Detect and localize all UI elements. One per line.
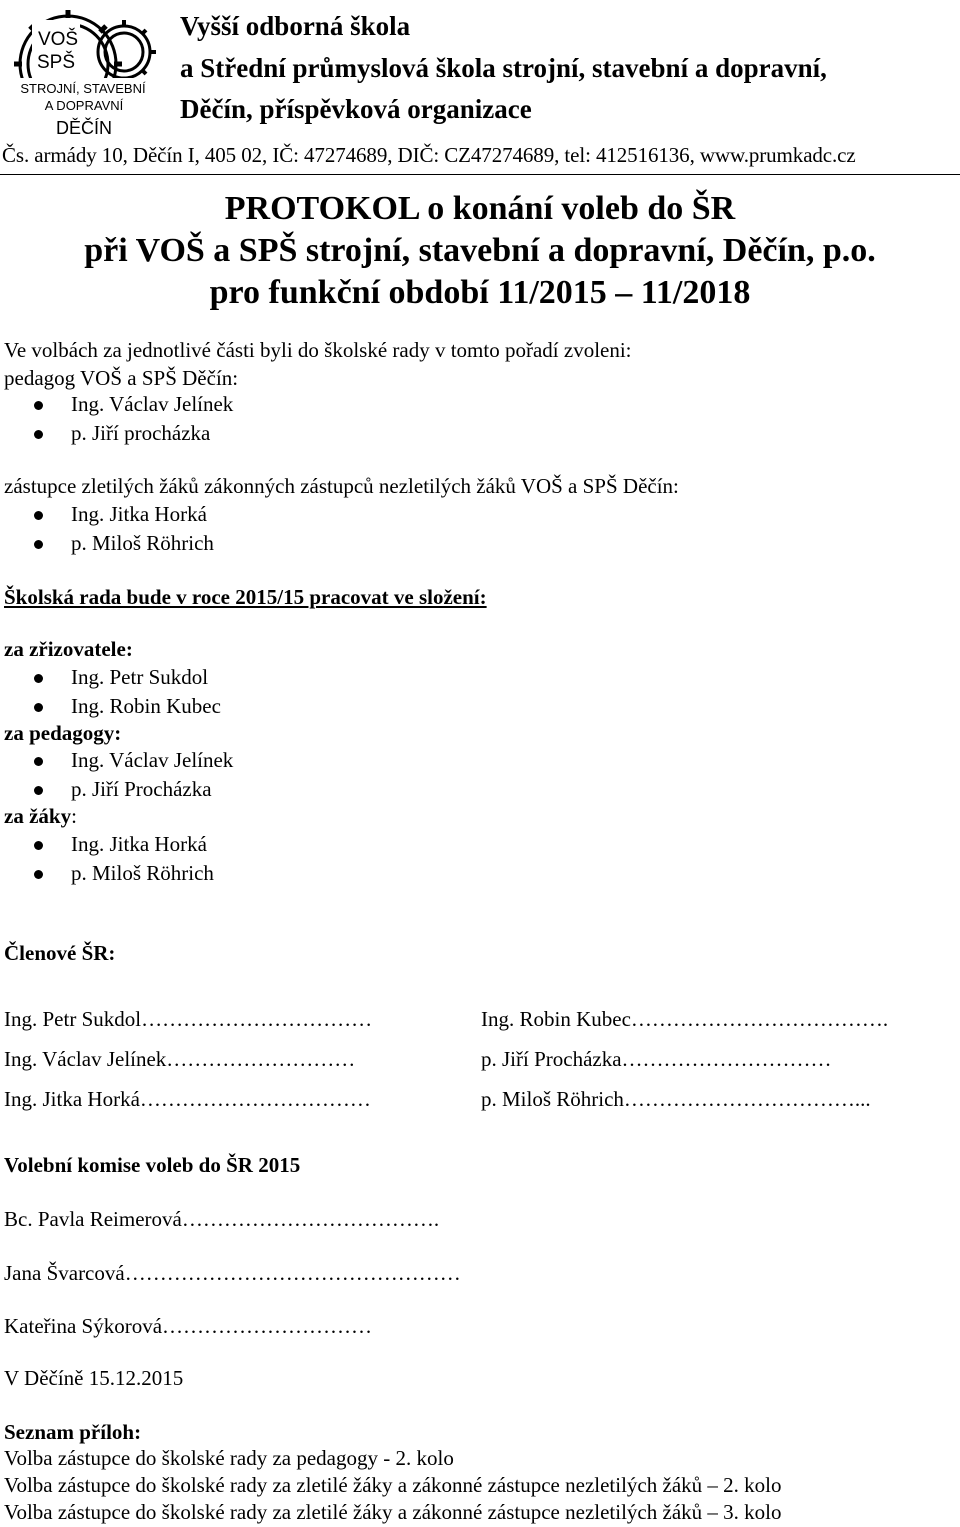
member-signature-line: Ing. Petr Sukdol…………………………… <box>4 1007 373 1031</box>
group1-item: Ing. Václav Jelínek <box>71 392 234 416</box>
school-address: Čs. armády 10, Děčín I, 405 02, IČ: 47274689, DIČ: CZ47274689, tel: 412516136, www.prumkadc.cz <box>2 143 856 167</box>
attachment-item: Volba zástupce do školské rady za pedagogy - 2. kolo <box>4 1446 454 1470</box>
zaci-label <box>4 804 77 829</box>
pedagogove-item: p. Jiří Procházka <box>71 777 212 801</box>
logo-line-5: DĚČÍN <box>55 118 113 138</box>
zaci-item: p. Miloš Röhrich <box>71 861 214 885</box>
bullet <box>34 401 43 410</box>
bullet <box>34 841 43 850</box>
commission-heading: Volební komise voleb do ŠR 2015 <box>4 1153 301 1177</box>
protocol-subtitle: při VOŠ a SPŠ strojní, stavební a dopravní, Děčín, p.o. <box>84 232 876 269</box>
zaci-label-text: za žáky <box>4 804 72 828</box>
school-name-line-1: Vyšší odborná škola <box>180 11 411 41</box>
group2-item: p. Miloš Röhrich <box>71 531 214 555</box>
logo-line-4: A DOPRAVNÍ <box>44 98 124 113</box>
logo-line-2: SPŠ <box>36 52 76 73</box>
members-heading: Členové ŠR: <box>4 941 116 965</box>
pedagogove-item: Ing. Václav Jelínek <box>71 748 234 772</box>
pedagogove-label: za pedagogy: <box>4 721 122 745</box>
commission-signature-line: Kateřina Sýkorová………………………… <box>4 1314 373 1338</box>
logo-line-3: STROJNÍ, STAVEBNÍ <box>20 81 146 96</box>
group2-label: zástupce zletilých žáků zákonných zástupců nezletilých žáků VOŠ a SPŠ Děčín: <box>4 474 679 498</box>
attachments-heading: Seznam příloh: <box>4 1420 142 1444</box>
member-signature-line: Ing. Václav Jelínek……………………… <box>4 1047 356 1071</box>
zrizovatel-label: za zřizovatele: <box>4 637 133 661</box>
zaci-label-colon: : <box>71 804 77 828</box>
school-name-line-2: a Střední průmyslová škola strojní, stavební a dopravní, <box>180 53 827 83</box>
member-signature-line: Ing. Jitka Horká…………………………… <box>4 1087 371 1111</box>
intro-text: Ve volbách za jednotlivé části byli do školské rady v tomto pořadí zvoleni: <box>4 338 632 362</box>
zrizovatel-item: Ing. Robin Kubec <box>71 694 221 718</box>
commission-signature-line: Jana Švarcová………………………………………… <box>4 1261 461 1285</box>
group1-item: p. Jiří procházka <box>71 421 211 445</box>
bullet <box>34 703 43 712</box>
zrizovatel-item: Ing. Petr Sukdol <box>71 665 209 689</box>
attachment-item: Volba zástupce do školské rady za zletilé žáky a zákonné zástupce nezletilých žáků – 3. kolo <box>4 1500 782 1524</box>
header-divider <box>0 174 960 175</box>
school-name-line-3: Děčín, příspěvková organizace <box>180 94 532 124</box>
bullet <box>34 870 43 879</box>
group2-item: Ing. Jitka Horká <box>71 502 207 526</box>
protocol-period: pro funkční období 11/2015 – 11/2018 <box>209 274 751 311</box>
zaci-item: Ing. Jitka Horká <box>71 832 207 856</box>
bullet <box>34 786 43 795</box>
logo-line-1: VOŠ <box>37 29 79 50</box>
school-logo <box>6 2 164 140</box>
member-signature-line: Ing. Robin Kubec………………………………. <box>481 1007 889 1031</box>
document-date: V Děčíně 15.12.2015 <box>4 1366 184 1390</box>
member-signature-line: p. Jiří Procházka………………………… <box>481 1047 832 1071</box>
protocol-title: PROTOKOL o konání voleb do ŠR <box>224 190 736 227</box>
bullet <box>34 430 43 439</box>
group1-label: pedagog VOŠ a SPŠ Děčín: <box>4 366 239 390</box>
attachment-item: Volba zástupce do školské rady za zletilé žáky a zákonné zástupce nezletilých žáků – 2. kolo <box>4 1473 782 1497</box>
member-signature-line: p. Miloš Röhrich……………………………... <box>481 1087 871 1111</box>
bullet <box>34 511 43 520</box>
composition-heading: Školská rada bude v roce 2015/15 pracovat ve složení: <box>4 585 487 609</box>
commission-signature-line: Bc. Pavla Reimerová………………………………. <box>4 1207 440 1231</box>
bullet <box>34 757 43 766</box>
bullet <box>34 674 43 683</box>
bullet <box>34 540 43 549</box>
